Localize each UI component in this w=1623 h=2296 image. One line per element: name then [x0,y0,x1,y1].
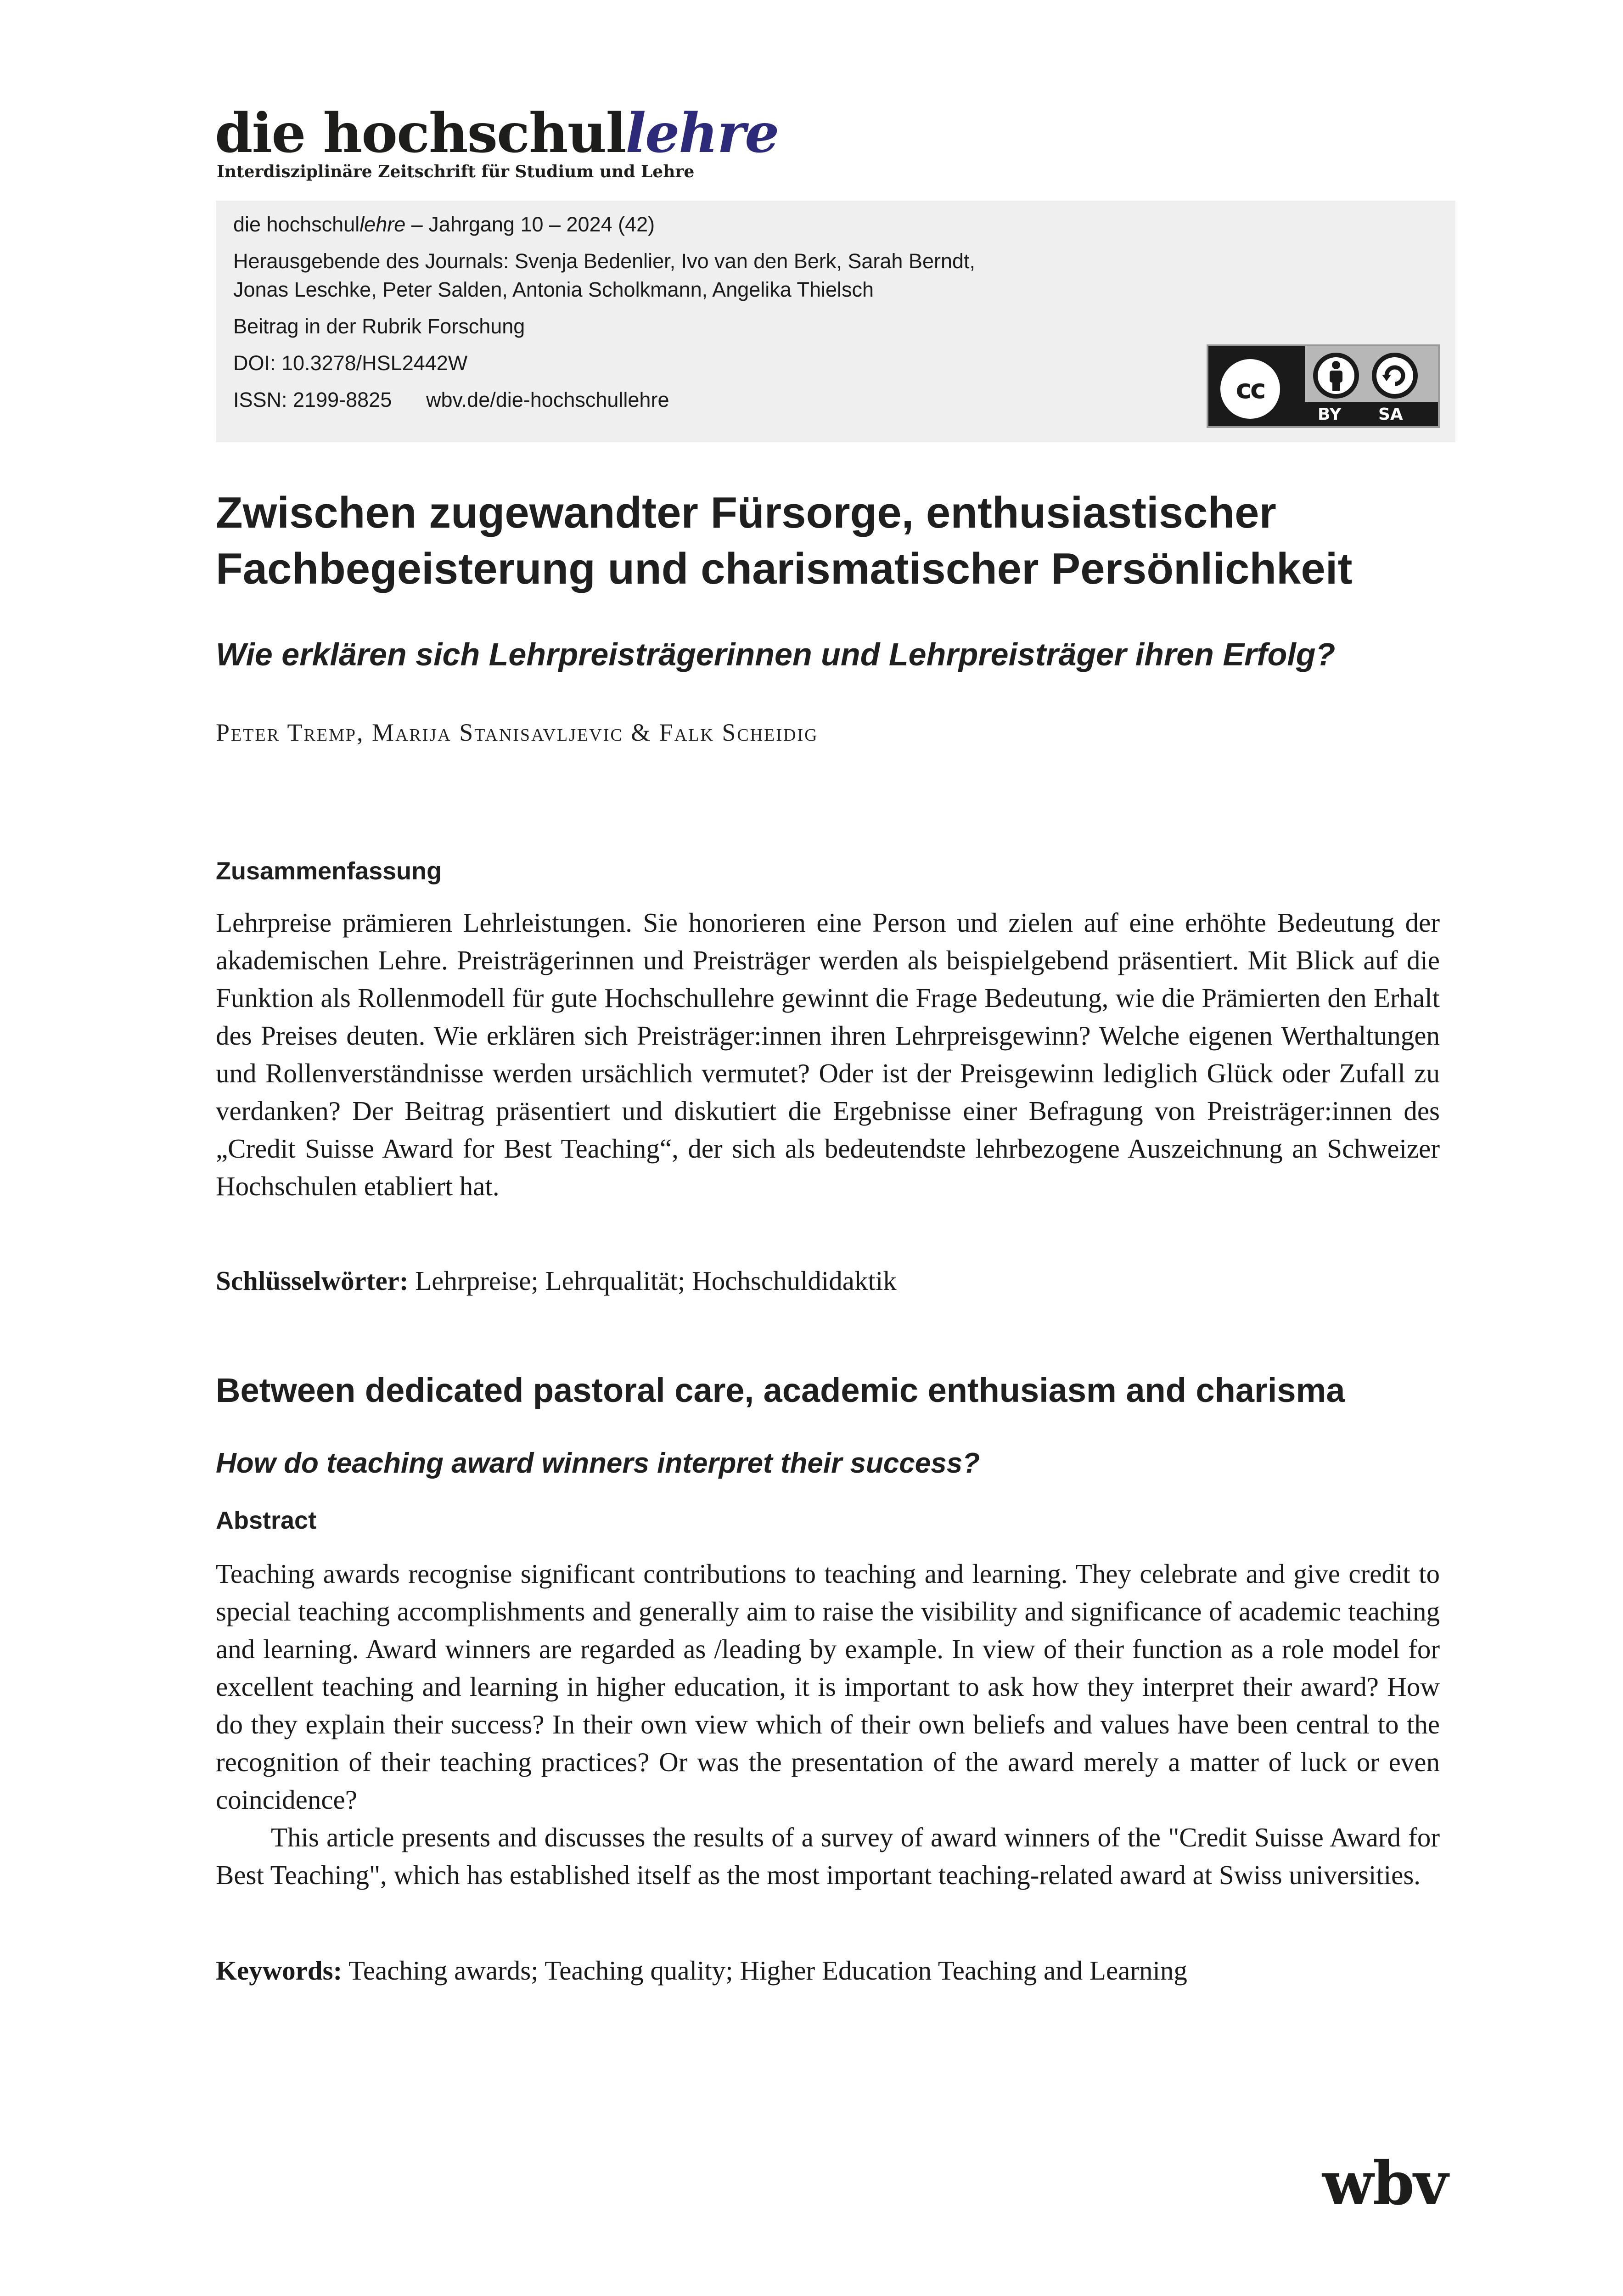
person-icon [1313,353,1359,399]
journal-logo-prefix: die hochschul [215,101,626,165]
issn-line [233,387,669,413]
german-abstract-heading: Zusammenfassung [216,857,442,885]
journal-logo-subtitle: Interdisziplinäre Zeitschrift für Studium und Lehre [217,162,695,181]
editors-line-2: Jonas Leschke, Peter Salden, Antonia Scholkmann, Angelika Thielsch [233,278,874,301]
journal-url[interactable]: wbv.de/die-hochschullehre [426,388,669,411]
publisher-logo: wbv [1322,2148,1448,2218]
journal-issue: – Jahrgang 10 – 2024 (42) [405,213,655,236]
english-abstract-heading: Abstract [216,1507,317,1534]
english-abstract-paragraph-1: Teaching awards recognise significant contributions to teaching and learning. They celebrate and give credit to special teaching accomplishments and generally aim to raise the visibility and significance of academic teaching and learning. Award winners are regarded as /leading by example. In view of their function as a role model for excellent teaching and learning in higher education, it is important to ask how they interpret their award? How do they explain their success? In their own view which of their own beliefs and values have been central to the recognition of their teaching practices? Or was the presentation of the award merely a matter of luck or even coincidence? [216,1559,1440,1815]
cc-text: cc [1236,373,1265,405]
license-sa-label: SA [1378,405,1403,424]
journal-logo [215,101,778,165]
english-abstract-paragraph-2: This article presents and discusses the results of a survey of award winners of the "Credit Suisse Award for Best Teaching", which has established itself as the most important teaching-related award at Swiss universities. [216,1822,1440,1890]
license-by-label: BY [1318,405,1342,424]
english-keywords-list: Teaching awards; Teaching quality; Higher Education Teaching and Learning [342,1955,1187,1986]
german-keywords-label: Schlüsselwörter: [216,1266,409,1296]
cc-license-badge[interactable] [1207,344,1440,428]
article-title: Zwischen zugewandter Fürsorge, enthusiastischer Fachbegeisterung und charismatischer Persönlichkeit [216,488,1353,593]
article-subtitle: Wie erklären sich Lehrpreisträgerinnen und Lehrpreisträger ihren Erfolg? [216,636,1336,672]
doi-line: DOI: 10.3278/HSL2442W [233,351,468,375]
issn: ISSN: 2199-8825 [233,388,392,411]
german-abstract-text: Lehrpreise prämieren Lehrleistungen. Sie honorieren eine Person und zielen auf eine erhöhte Bedeutung der akademischen Lehre. Preisträgerinnen und Preisträger werden als beispielgebend präsentiert. Mit Blick auf die Funktion als Rollenmodell für gute Hochschullehre gewinnt die Frage Bedeutung, wie die Prämierten den Erhalt des Preises deuten. Wie erklären sich Preisträger:innen ihren Lehrpreisgewinn? Welche eigenen Werthaltungen und Rollenverständnisse werden ursächlich vermutet? Oder ist der Preisgewinn lediglich Glück oder Zufall zu verdanken? Der Beitrag präsentiert und diskutiert die Ergebnisse einer Befragung von Preisträger:innen des „Credit Suisse Award for Best Teaching“, der sich als bedeutendste lehrbezogene Auszeichnung an Schweizer Hochschulen etabliert hat. [216,907,1440,1201]
share-alike-icon [1372,353,1418,399]
english-keywords [216,1952,1187,1989]
journal-name-accent: lehre [359,213,406,236]
editors-line-1: Herausgebende des Journals: Svenja Bedenlier, Ivo van den Berk, Sarah Berndt, [233,249,976,273]
journal-logo-accent: lehre [625,101,779,165]
share-alike-icon-glyph [1380,361,1410,390]
german-keywords-list: Lehrpreise; Lehrqualität; Hochschuldidaktik [408,1266,897,1296]
journal-issue-line [233,212,655,237]
english-subtitle: How do teaching award winners interpret their success? [216,1447,980,1479]
rubric-line: Beitrag in der Rubrik Forschung [233,315,525,338]
german-keywords [216,1262,897,1300]
english-keywords-label: Keywords: [216,1955,343,1986]
journal-name-prefix: die hochschul [233,213,360,236]
article-authors: Peter Tremp, Marija Stanisavljevic & Falk Scheidig [216,719,819,746]
cc-icon [1216,355,1285,423]
person-icon-glyph [1322,360,1350,392]
english-title: Between dedicated pastoral care, academic enthusiasm and charisma [216,1371,1345,1409]
